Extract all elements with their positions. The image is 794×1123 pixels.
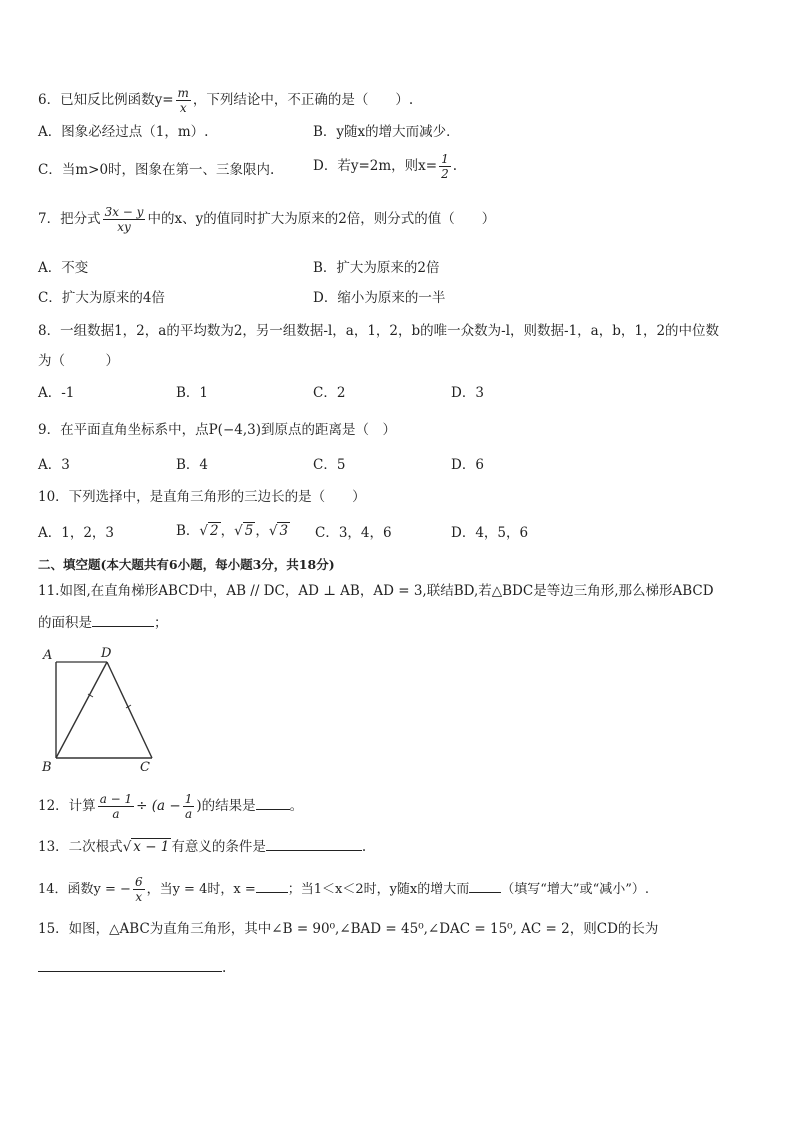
- q6-option-d-end: .: [452, 158, 458, 174]
- q7-frac-num: 3x − y: [104, 205, 144, 219]
- q8-option-a: A．-1: [38, 385, 75, 401]
- question-11-stem-line2: [38, 612, 168, 633]
- question-14-stem: [38, 875, 649, 904]
- q6-frac-den: x: [179, 101, 187, 115]
- q11-end: ；: [154, 615, 168, 631]
- q6-option-a: A．图象必经过点（1，m）.: [38, 124, 209, 140]
- question-15-stem: 15．如图，△ABC为直角三角形，其中∠B = 90⁰,∠BAD = 45⁰,∠DAC = 15⁰, AC = 2，则CD的长为: [38, 921, 659, 937]
- question-12-stem: [38, 792, 303, 821]
- q6-option-d-text: D．若y=2m，则x=: [313, 158, 438, 174]
- q12-answer-blank[interactable]: [256, 795, 290, 810]
- q6-d-num: 1: [441, 152, 449, 166]
- question-8-stem: 8．一组数据1，2，a的平均数为2，另一组数据-l，a，1，2，b的唯一众数为-l，则数据-1，a，b，1，2的中位数: [38, 323, 720, 339]
- q12-text-2: )的结果是: [196, 798, 256, 814]
- q12-f1-num: a − 1: [99, 792, 133, 806]
- q10-option-c: C．3，4，6: [315, 525, 392, 541]
- q6-option-d-fraction: [439, 152, 451, 181]
- figure-label-a: A: [43, 648, 53, 663]
- q10-option-b: B．√ 2 ，√ 5 ，√ 3: [176, 523, 289, 539]
- q12-f2-den: a: [184, 807, 193, 821]
- q8-option-d: D．3: [451, 385, 484, 401]
- figure-label-c: C: [140, 760, 150, 775]
- q10-sqrt-3: √ 3: [268, 523, 289, 539]
- q6-option-c: C．当m>0时，图象在第一、三象限内.: [38, 162, 275, 178]
- q7-stem-text: 7．把分式: [38, 211, 101, 227]
- figure-label-d: D: [101, 646, 112, 661]
- q12-end: 。: [289, 798, 304, 814]
- question-11-stem: 11.如图,在直角梯形ABCD中，AB // DC，AD ⊥ AB，AD = 3,联结BD,若△BDC是等边三角形,那么梯形ABCD: [38, 583, 714, 599]
- q12-f2-num: 1: [184, 792, 193, 806]
- q14-fraction: [133, 875, 145, 904]
- q14-frac-num: 6: [134, 875, 143, 889]
- q13-text: 13．二次根式: [38, 839, 123, 855]
- q6-option-b: B．y随x的增大而减少．: [313, 124, 460, 140]
- q10-radicand-1: 2: [210, 523, 219, 539]
- q9-option-c: C．5: [313, 457, 346, 473]
- q7-stem-text-2: 中的x、y的值同时扩大为原来的2倍，则分式的值（ ）: [147, 211, 496, 227]
- q6-frac-num: m: [177, 86, 189, 100]
- q6-d-den: 2: [441, 167, 449, 181]
- q9-option-b: B．4: [176, 457, 209, 473]
- q14-text: 14．函数y = −: [38, 882, 131, 897]
- q7-frac-den: xy: [117, 220, 131, 234]
- q13-end: .: [361, 839, 367, 855]
- q14-text-3: ；当1＜x＜2时，y随x的增大而: [287, 882, 470, 897]
- q6-option-d: [313, 152, 457, 181]
- q6-stem-text-2: ，下列结论中，不正确的是（ ）.: [192, 92, 414, 108]
- q11-text: 的面积是: [38, 615, 92, 631]
- q12-mid: ÷ (a −: [136, 798, 181, 814]
- q10-sqrt-2: √ 5: [234, 523, 254, 539]
- q10-option-d: D．4，5，6: [451, 525, 529, 541]
- q12-text: 12．计算: [38, 798, 96, 814]
- q15-answer-blank[interactable]: [38, 957, 222, 972]
- q12-f1-den: a: [112, 807, 120, 821]
- section-heading-fill-in: 二、填空题(本大题共有6小题，每小题3分，共18分): [38, 557, 335, 572]
- q7-option-d: D．缩小为原来的一半: [313, 290, 446, 306]
- q6-stem-text: 6．已知反比例函数y=: [38, 92, 174, 108]
- q9-option-a: A．3: [38, 457, 70, 473]
- q14-answer-blank-2[interactable]: [469, 878, 501, 893]
- q6-fraction: [176, 86, 191, 115]
- q13-answer-blank[interactable]: [266, 836, 362, 851]
- q14-text-2: ，当y = 4时，x =: [146, 882, 256, 897]
- q7-option-a: A．不变: [38, 260, 89, 276]
- q10-radicand-3: 3: [279, 523, 289, 539]
- q13-sqrt: √ x − 1: [122, 839, 170, 855]
- q14-text-4: （填写“增大”或“减小”）.: [501, 882, 649, 897]
- question-9-stem: 9．在平面直角坐标系中，点P(−4,3)到原点的距离是（ ）: [38, 422, 396, 438]
- q7-fraction: [103, 205, 146, 234]
- question-10-stem: 10．下列选择中，是直角三角形的三边长的是（ ）: [38, 489, 366, 505]
- trapezoid-figure: [36, 642, 166, 777]
- q10-radicand-2: 5: [244, 523, 254, 539]
- q14-answer-blank-1[interactable]: [256, 878, 288, 893]
- q10-sqrt-1: √ 2: [199, 523, 219, 539]
- q11-answer-blank[interactable]: [92, 612, 154, 627]
- q13-text-2: 有意义的条件是: [171, 839, 266, 855]
- q9-option-d: D．6: [451, 457, 484, 473]
- q12-fraction-1: [98, 792, 134, 821]
- q13-radicand: x − 1: [133, 839, 170, 855]
- q8-option-c: C．2: [313, 385, 346, 401]
- q7-option-b: B．扩大为原来的2倍: [313, 260, 440, 276]
- question-6-stem: [38, 86, 413, 115]
- figure-label-b: B: [42, 760, 52, 775]
- q8-option-b: B．1: [176, 385, 209, 401]
- q10-option-b-label: B．: [176, 523, 200, 539]
- q15-end: .: [222, 960, 227, 976]
- question-7-stem: [38, 205, 495, 234]
- q12-fraction-2: [183, 792, 195, 821]
- question-15-answer-line: [38, 957, 226, 978]
- q10-option-a: A．1，2，3: [38, 525, 115, 541]
- question-8-stem-line2: 为（ ）: [38, 353, 119, 369]
- question-13-stem: [38, 836, 366, 857]
- q7-option-c: C．扩大为原来的4倍: [38, 290, 165, 306]
- q14-frac-den: x: [135, 890, 143, 904]
